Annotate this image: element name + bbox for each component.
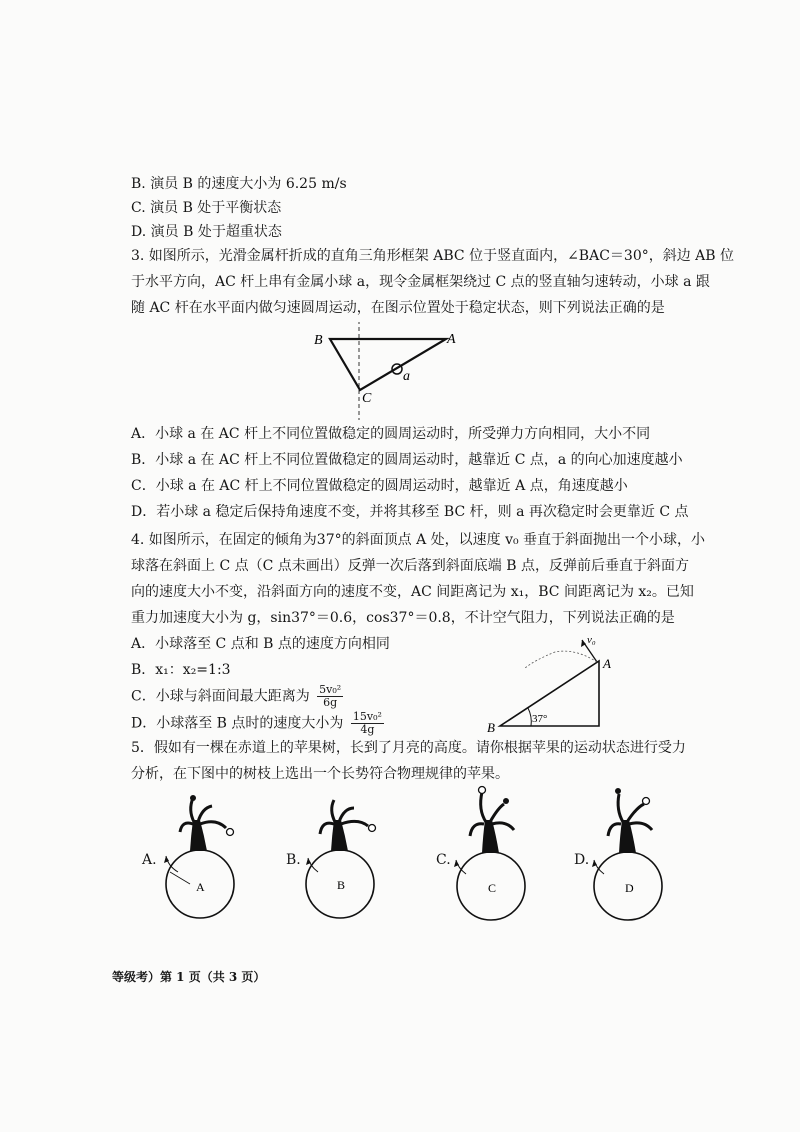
tree-option-c <box>448 780 538 930</box>
q4-stem-line-3: 向的速度大小不变，沿斜面方向的速度不变，AC 间距离记为 x₁，BC 间距离记为 x₂。已知 <box>131 584 694 600</box>
tree-branch <box>627 804 644 822</box>
label-a: A <box>447 332 456 347</box>
tree-branch <box>332 800 335 822</box>
q4-option-d-text: D．小球落至 B 点时的速度大小为 <box>131 715 344 732</box>
tree-branch <box>200 822 226 828</box>
q3-option-c: C．小球 a 在 AC 杆上不同位置做稳定的圆周运动时，越靠近 A 点，角速度越小 <box>131 478 628 494</box>
tree-branch <box>618 794 623 822</box>
tree-branch <box>339 808 354 822</box>
q2-option-c: C. 演员 B 处于平衡状态 <box>131 200 282 216</box>
rotation-arrow <box>456 860 466 874</box>
tree-option-b <box>300 790 390 930</box>
ball-label: C <box>488 881 497 895</box>
fraction-numerator: 15v₀² <box>352 710 382 723</box>
tree-trunk <box>619 820 636 853</box>
q3-option-d: D．若小球 a 稳定后保持角速度不变，并将其移至 BC 杆，则 a 再次稳定时会更靠近 C 点 <box>131 504 689 520</box>
tree-option-label-b: B. <box>286 852 301 868</box>
tree-branch <box>608 824 621 836</box>
q4-option-d <box>131 711 384 736</box>
ball-label: A <box>196 880 205 894</box>
apple <box>369 825 376 832</box>
ball-label: D <box>625 881 634 895</box>
q4-stem-line-4: 重力加速度大小为 g，sin37°＝0.6，cos37°＝0.8，不计空气阻力，下列说法正确的是 <box>131 610 675 626</box>
tree-branch <box>481 792 486 822</box>
tree-branch <box>180 823 193 832</box>
q3-option-b: B．小球 a 在 AC 杆上不同位置做稳定的圆周运动时，越靠近 C 点，a 的向心加速度越小 <box>131 452 683 468</box>
q2-option-b: B. 演员 B 的速度大小为 6.25 m/s <box>131 176 347 192</box>
q4-stem-line-1: 4. 如图所示，在固定的倾角为37°的斜面顶点 A 处，以速度 v₀ 垂直于斜面抛出一个小球，小 <box>131 532 706 548</box>
apple <box>643 798 650 805</box>
q4-option-c-text: C．小球与斜面间最大距离为 <box>131 688 310 705</box>
ball-label: B <box>337 878 346 892</box>
q4-option-c <box>131 684 343 709</box>
tree-option-a <box>160 790 250 930</box>
fraction-numerator: 5v₀² <box>319 683 342 696</box>
label-b: B <box>314 333 323 348</box>
apple <box>227 829 234 836</box>
tree-option-d <box>588 780 678 930</box>
q5-stem-line-1: 5．假如有一棵在赤道上的苹果树，长到了月亮的高度。请你根据苹果的运动状态进行受力 <box>131 740 686 756</box>
tree-branch <box>629 823 652 830</box>
tree-trunk <box>482 820 499 853</box>
label-a: A <box>603 656 611 671</box>
tree-option-label-c: C. <box>436 852 451 868</box>
incline-triangle <box>500 661 599 726</box>
tree-branch <box>490 804 504 822</box>
label-ball-a: a <box>403 369 410 384</box>
apple <box>503 798 509 804</box>
tree-branch <box>341 821 368 826</box>
tree-branch <box>191 798 194 822</box>
triangle-frame <box>330 339 446 390</box>
apple <box>190 795 196 801</box>
label-v0: v₀ <box>587 634 596 646</box>
q2-option-d: D. 演员 B 处于超重状态 <box>131 224 282 240</box>
q4-option-c-fraction <box>317 684 343 709</box>
tree-branch <box>492 823 514 830</box>
fraction-denominator: 6g <box>323 696 338 709</box>
q3-stem-line-1: 3. 如图所示，光滑金属杆折成的直角三角形框架 ABC 位于竖直面内，∠BAC＝30°，斜边 AB 位 <box>131 248 735 264</box>
fraction-denominator: 4g <box>360 723 375 736</box>
tree-branch <box>320 823 334 834</box>
apple <box>615 788 621 794</box>
apple <box>479 787 486 794</box>
q4-option-d-fraction <box>351 711 384 736</box>
q3-stem-line-3: 随 AC 杆在水平面内做匀速圆周运动，在图示位置处于稳定状态，则下列说法正确的是 <box>131 300 665 316</box>
q4-incline-figure <box>485 630 620 736</box>
label-b: B <box>487 720 495 735</box>
tree-option-label-a: A. <box>142 852 157 868</box>
label-c: C <box>362 391 372 406</box>
q3-stem-line-2: 于水平方向，AC 杆上串有金属小球 a，现令金属框架绕过 C 点的竖直轴匀速转动，小球 a 跟 <box>131 274 710 290</box>
label-angle: 37° <box>532 713 548 725</box>
trajectory <box>525 651 597 668</box>
q5-stem-line-2: 分析，在下图中的树枝上选出一个长势符合物理规律的苹果。 <box>131 766 509 782</box>
q4-option-b: B．x₁：x₂=1:3 <box>131 662 231 678</box>
q3-option-a: A．小球 a 在 AC 杆上不同位置做稳定的圆周运动时，所受弹力方向相同，大小不同 <box>131 426 651 442</box>
tree-branch <box>198 806 212 822</box>
q4-stem-line-2: 球落在斜面上 C 点（C 点未画出）反弹一次后落到斜面底端 B 点，反弹前后垂直于斜面方 <box>131 558 689 574</box>
pointer-line <box>170 872 190 884</box>
tree-branch <box>470 824 484 836</box>
q3-triangle-figure <box>300 322 470 422</box>
tree-option-label-d: D. <box>574 852 590 868</box>
angle-arc <box>528 708 531 726</box>
q4-option-a: A．小球落至 C 点和 B 点的速度方向相同 <box>131 636 390 652</box>
page-footer: 等级考）第 1 页（共 3 页） <box>112 970 266 984</box>
